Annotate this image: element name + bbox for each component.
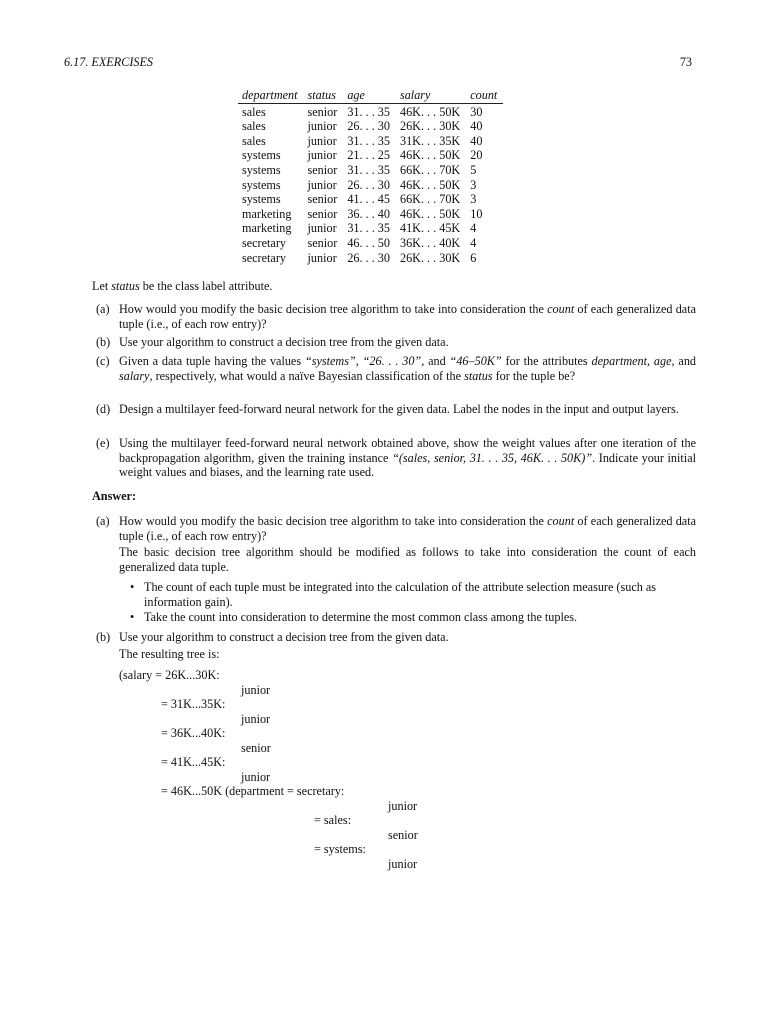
table-row xyxy=(238,207,503,222)
table-cell-salary: 66K. . . 70K xyxy=(399,162,461,177)
intro-sentence: Let status be the class label attribute. xyxy=(92,279,273,293)
table-cell-department: sales xyxy=(242,133,266,148)
table-cell-department: secretary xyxy=(242,250,286,265)
table-row xyxy=(238,103,503,119)
tree-branch: (salary = 26K...30K: xyxy=(119,668,220,682)
table-cell-count: 3 xyxy=(470,192,477,207)
table-cell-department: sales xyxy=(242,119,266,134)
table-cell-status: junior xyxy=(307,177,337,192)
table-header-row xyxy=(238,88,503,103)
table-row xyxy=(238,236,503,251)
table-row xyxy=(238,221,503,236)
table-cell-age: 31. . . 35 xyxy=(347,104,390,119)
column-header: status xyxy=(304,88,344,103)
answer-a: (a) How would you modify the basic decision tree algorithm to take into consideration the count of each generalized data tuple (i.e., of each row entry)? The basic decision tree algorithm should be modified as follows to take into consideration the count of each generalized data tuple. xyxy=(96,514,696,574)
table-cell-count: 6 xyxy=(470,250,477,265)
table-cell-count: 4 xyxy=(470,235,477,250)
answer-heading: Answer: xyxy=(92,489,137,503)
tree-branch: = sales: xyxy=(314,813,351,827)
data-table xyxy=(238,88,503,265)
table-cell-status: junior xyxy=(307,119,337,134)
table-cell-salary: 66K. . . 70K xyxy=(399,192,461,207)
table-cell-status: senior xyxy=(307,104,338,119)
table-row xyxy=(238,148,503,163)
tree-branch: = 46K...50K (department = secretary: xyxy=(161,784,345,798)
table-cell-salary: 46K. . . 50K xyxy=(399,177,461,192)
bullet-item: • The count of each tuple must be integrated into the calculation of the attribute selection measure (such as information gain). xyxy=(130,580,657,609)
tree-leaf: senior xyxy=(241,741,271,755)
question-c: (c) Given a data tuple having the values “systems”, “26. . . 30”, and “46–50K” for the attributes department, age, and salary, respectively, what would a naïve Bayesian classification of the status for the tuple be? xyxy=(96,354,697,383)
running-header-section: 6.17. EXERCISES xyxy=(64,55,154,69)
table-cell-age: 31. . . 35 xyxy=(347,221,390,236)
table-cell-age: 31. . . 35 xyxy=(347,162,390,177)
table-cell-salary: 41K. . . 45K xyxy=(399,221,461,236)
table-row xyxy=(238,192,503,207)
table-cell-status: senior xyxy=(307,192,338,207)
table-cell-status: junior xyxy=(307,133,337,148)
table-cell-status: senior xyxy=(307,162,338,177)
table-cell-status: senior xyxy=(307,235,338,250)
table-cell-count: 4 xyxy=(470,221,477,236)
tree-leaf: junior xyxy=(241,683,271,697)
table-body xyxy=(238,103,503,265)
tree-leaf: junior xyxy=(241,770,271,784)
table-cell-count: 3 xyxy=(470,177,477,192)
tree-branch: = 41K...45K: xyxy=(161,755,226,769)
table-cell-status: junior xyxy=(307,250,337,265)
table-row xyxy=(238,178,503,193)
table-cell-salary: 36K. . . 40K xyxy=(399,235,461,250)
question-a: (a) How would you modify the basic decision tree algorithm to take into consideration the count of each generalized data tuple (i.e., of each row entry)? xyxy=(96,302,696,331)
table-cell-department: systems xyxy=(242,177,281,192)
table-cell-department: marketing xyxy=(242,206,292,221)
answer-b-response: The resulting tree is: xyxy=(119,646,220,661)
table-cell-salary: 31K. . . 35K xyxy=(399,133,461,148)
tree-branch: = 36K...40K: xyxy=(161,726,226,740)
table-cell-department: systems xyxy=(242,162,281,177)
table-cell-department: systems xyxy=(242,148,281,163)
table-cell-status: junior xyxy=(307,148,337,163)
table-cell-age: 26. . . 30 xyxy=(347,177,390,192)
answer-b: (b) Use your algorithm to construct a decision tree from the given data. The resulting tree is: xyxy=(96,630,696,661)
table-cell-salary: 26K. . . 30K xyxy=(399,119,461,134)
table-cell-status: senior xyxy=(307,206,338,221)
table-cell-age: 26. . . 30 xyxy=(347,119,390,134)
table-cell-age: 41. . . 45 xyxy=(347,192,390,207)
table-row xyxy=(238,163,503,178)
column-header: department xyxy=(238,88,304,103)
table-cell-status: junior xyxy=(307,221,337,236)
table-cell-department: secretary xyxy=(242,235,286,250)
table-cell-age: 36. . . 40 xyxy=(347,206,390,221)
table-cell-count: 10 xyxy=(470,206,483,221)
table-cell-age: 46. . . 50 xyxy=(347,235,390,250)
tree-leaf: junior xyxy=(388,799,418,813)
table-cell-count: 20 xyxy=(470,148,483,163)
question-b: (b) Use your algorithm to construct a decision tree from the given data. xyxy=(96,335,449,349)
question-d: (d) Design a multilayer feed-forward neural network for the given data. Label the nodes in the input and output layers. xyxy=(96,402,679,416)
table-cell-department: systems xyxy=(242,192,281,207)
table-cell-department: marketing xyxy=(242,221,292,236)
table-cell-salary: 46K. . . 50K xyxy=(399,206,461,221)
table-row xyxy=(238,134,503,149)
table-cell-salary: 46K. . . 50K xyxy=(399,104,461,119)
page-number: 73 xyxy=(679,55,692,69)
question-e: (e) Using the multilayer feed-forward neural network obtained above, show the weight values after one iteration of the backpropagation algorithm, given the training instance “(sales, senior, 31. . . 35, 46K. . . 50K)”. Indicate your initial weight values and biases, and the learning rate used. xyxy=(96,436,696,480)
column-header: age xyxy=(343,88,396,103)
table-cell-age: 21. . . 25 xyxy=(347,148,390,163)
table-cell-age: 26. . . 30 xyxy=(347,250,390,265)
column-header: salary xyxy=(396,88,466,103)
table-row xyxy=(238,251,503,266)
tree-branch: = 31K...35K: xyxy=(161,697,226,711)
tree-branch: = systems: xyxy=(314,842,366,856)
table-cell-count: 5 xyxy=(470,162,477,177)
table-cell-count: 40 xyxy=(470,133,483,148)
column-header: count xyxy=(466,88,503,103)
table-cell-count: 40 xyxy=(470,119,483,134)
table-cell-count: 30 xyxy=(470,104,483,119)
table-cell-age: 31. . . 35 xyxy=(347,133,390,148)
tree-leaf: junior xyxy=(388,857,418,871)
table-cell-salary: 46K. . . 50K xyxy=(399,148,461,163)
tree-leaf: junior xyxy=(241,712,271,726)
tree-leaf: senior xyxy=(388,828,418,842)
answer-a-response: The basic decision tree algorithm should be modified as follows to take into consideration the count of each generalized data tuple. xyxy=(119,545,696,574)
table-cell-salary: 26K. . . 30K xyxy=(399,250,461,265)
table-cell-department: sales xyxy=(242,104,266,119)
bullet-item: • Take the count into consideration to determine the most common class among the tuples. xyxy=(130,610,578,624)
table-row xyxy=(238,119,503,134)
